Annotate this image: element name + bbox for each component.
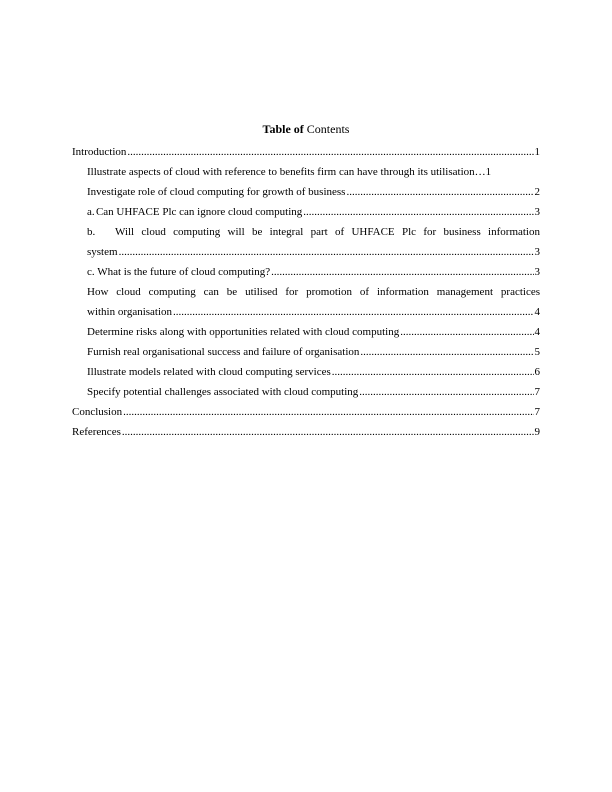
toc-page-number: 6 xyxy=(534,366,540,378)
toc-title xyxy=(0,121,612,137)
toc-entry-line2 xyxy=(87,302,540,322)
toc-page-number: 3 xyxy=(534,266,540,278)
dot-leader xyxy=(360,342,533,362)
dot-leader xyxy=(346,182,533,202)
toc-entry-illustrate-models[interactable] xyxy=(87,362,540,382)
dot-leader xyxy=(359,382,533,402)
toc-entry-introduction[interactable] xyxy=(72,142,540,162)
toc-entry-text: Illustrate aspects of cloud with reference to benefits firm can have through its utilisation xyxy=(87,166,475,178)
dot-leader xyxy=(119,242,534,262)
list-marker: a. xyxy=(87,206,95,218)
toc-entry-text: What is the future of cloud computing? xyxy=(97,266,271,278)
toc-page-number: 7 xyxy=(534,406,540,418)
toc-page-number: 3 xyxy=(534,246,540,258)
dot-leader xyxy=(303,202,533,222)
dot-leader xyxy=(127,142,533,162)
ellipsis-separator: … xyxy=(474,166,486,178)
toc-entry-text: Can UHFACE Plc can ignore cloud computing xyxy=(95,206,303,218)
toc-entry-text: Specify potential challenges associated with cloud computing xyxy=(87,386,359,398)
toc-page-number: 4 xyxy=(534,306,540,318)
dot-leader xyxy=(400,322,533,342)
dot-leader xyxy=(173,302,533,322)
dot-leader xyxy=(122,422,534,442)
toc-entry-determine-risks[interactable] xyxy=(87,322,540,342)
table-of-contents xyxy=(72,142,540,442)
toc-entry-illustrate-aspects[interactable] xyxy=(87,162,540,182)
toc-entry-text: Introduction xyxy=(72,146,127,158)
toc-entry-specify-challenges[interactable] xyxy=(87,382,540,402)
toc-entry-text: Determine risks along with opportunities related with cloud computing xyxy=(87,326,400,338)
toc-page-number: 2 xyxy=(534,186,540,198)
toc-entry-text: Investigate role of cloud computing for growth of business xyxy=(87,186,346,198)
toc-page-number: 3 xyxy=(534,206,540,218)
toc-entry-line2 xyxy=(87,242,540,262)
toc-entry-item-c[interactable] xyxy=(87,262,540,282)
toc-entry-text: Illustrate models related with cloud computing services xyxy=(87,366,331,378)
toc-entry-furnish-real[interactable] xyxy=(87,342,540,362)
toc-entry-how-cloud[interactable] xyxy=(87,282,540,322)
dot-leader xyxy=(332,362,534,382)
list-marker: b. xyxy=(87,226,96,238)
toc-title-bold: Table of xyxy=(262,122,304,136)
toc-entry-references[interactable] xyxy=(72,422,540,442)
toc-page-number: 9 xyxy=(534,426,540,438)
toc-title-rest: Contents xyxy=(303,122,350,136)
toc-entry-item-b[interactable] xyxy=(87,222,540,262)
toc-entry-text: Furnish real organisational success and failure of organisation xyxy=(87,346,360,358)
dot-leader xyxy=(271,262,533,282)
toc-entry-item-a[interactable] xyxy=(87,202,540,222)
toc-page-number: 4 xyxy=(534,326,540,338)
toc-page-number: 1 xyxy=(485,166,492,178)
toc-entry-text: Conclusion xyxy=(72,406,123,418)
toc-entry-conclusion[interactable] xyxy=(72,402,540,422)
toc-entry-text: References xyxy=(72,426,121,438)
toc-entry-line1 xyxy=(87,222,540,242)
list-marker: c. xyxy=(87,266,95,278)
toc-entry-text: within organisation xyxy=(87,306,173,318)
toc-page-number: 5 xyxy=(534,346,540,358)
toc-entry-investigate-role[interactable] xyxy=(87,182,540,202)
toc-page-number: 7 xyxy=(534,386,540,398)
toc-page-number: 1 xyxy=(534,146,540,158)
toc-entry-line1: How cloud computing can be utilised for promotion of information management practices xyxy=(87,286,540,298)
dot-leader xyxy=(123,402,533,422)
toc-entry-text: system xyxy=(87,246,118,258)
toc-entry-text: Will cloud computing will be integral part of UHFACE Plc for business information xyxy=(115,226,540,238)
